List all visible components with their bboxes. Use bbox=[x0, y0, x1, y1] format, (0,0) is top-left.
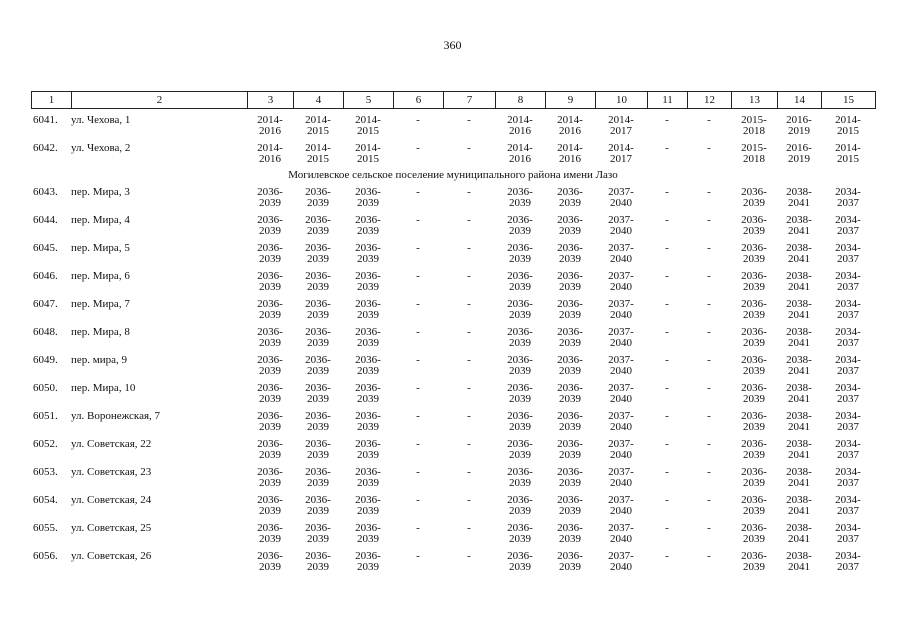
row-number: 6052. bbox=[33, 438, 58, 450]
column-header-10: 10 bbox=[596, 92, 648, 109]
cell-col-3: 2036- 2039 bbox=[257, 382, 283, 405]
table-row bbox=[31, 549, 875, 577]
table-row bbox=[31, 185, 875, 213]
table-row bbox=[31, 297, 875, 325]
cell-col-11: - bbox=[665, 142, 669, 154]
row-number: 6049. bbox=[33, 354, 58, 366]
cell-col-9: 2036- 2039 bbox=[557, 270, 583, 293]
cell-col-6: - bbox=[416, 270, 420, 282]
cell-col-3: 2036- 2039 bbox=[257, 494, 283, 517]
cell-col-4: 2036- 2039 bbox=[305, 494, 331, 517]
row-number: 6042. bbox=[33, 142, 58, 154]
table-row bbox=[31, 213, 875, 241]
cell-col-12: - bbox=[707, 466, 711, 478]
cell-col-8: 2036- 2039 bbox=[507, 270, 533, 293]
cell-col-11: - bbox=[665, 494, 669, 506]
cell-col-14: 2038- 2041 bbox=[786, 382, 812, 405]
cell-col-3: 2036- 2039 bbox=[257, 270, 283, 293]
column-header-7: 7 bbox=[444, 92, 496, 109]
cell-col-13: 2036- 2039 bbox=[741, 494, 767, 517]
row-address: ул. Советская, 25 bbox=[71, 522, 152, 534]
cell-col-15: 2034- 2037 bbox=[835, 242, 861, 265]
cell-col-9: 2036- 2039 bbox=[557, 494, 583, 517]
cell-col-8: 2036- 2039 bbox=[507, 298, 533, 321]
cell-col-7: - bbox=[467, 466, 471, 478]
cell-col-11: - bbox=[665, 270, 669, 282]
cell-col-10: 2037- 2040 bbox=[608, 438, 634, 461]
cell-col-8: 2036- 2039 bbox=[507, 242, 533, 265]
row-address: пер. Мира, 6 bbox=[71, 270, 130, 282]
cell-col-14: 2038- 2041 bbox=[786, 186, 812, 209]
table-row bbox=[31, 381, 875, 409]
cell-col-15: 2034- 2037 bbox=[835, 550, 861, 573]
cell-col-10: 2014- 2017 bbox=[608, 142, 634, 165]
row-address: ул. Воронежская, 7 bbox=[71, 410, 161, 422]
cell-col-4: 2036- 2039 bbox=[305, 186, 331, 209]
cell-col-6: - bbox=[416, 466, 420, 478]
cell-col-9: 2036- 2039 bbox=[557, 522, 583, 545]
table-row bbox=[31, 141, 875, 169]
cell-col-15: 2034- 2037 bbox=[835, 270, 861, 293]
cell-col-12: - bbox=[707, 270, 711, 282]
cell-col-11: - bbox=[665, 298, 669, 310]
cell-col-4: 2014- 2015 bbox=[305, 142, 331, 165]
row-number: 6053. bbox=[33, 466, 58, 478]
cell-col-15: 2034- 2037 bbox=[835, 298, 861, 321]
row-number: 6056. bbox=[33, 550, 58, 562]
row-number: 6045. bbox=[33, 242, 58, 254]
cell-col-12: - bbox=[707, 214, 711, 226]
cell-col-8: 2036- 2039 bbox=[507, 186, 533, 209]
cell-col-6: - bbox=[416, 522, 420, 534]
column-header-3: 3 bbox=[248, 92, 294, 109]
cell-col-14: 2038- 2041 bbox=[786, 270, 812, 293]
cell-col-15: 2034- 2037 bbox=[835, 214, 861, 237]
cell-col-3: 2036- 2039 bbox=[257, 550, 283, 573]
cell-col-15: 2034- 2037 bbox=[835, 326, 861, 349]
cell-col-11: - bbox=[665, 242, 669, 254]
column-header-13: 13 bbox=[732, 92, 778, 109]
cell-col-5: 2036- 2039 bbox=[355, 326, 381, 349]
cell-col-6: - bbox=[416, 382, 420, 394]
cell-col-9: 2036- 2039 bbox=[557, 326, 583, 349]
cell-col-5: 2036- 2039 bbox=[355, 382, 381, 405]
cell-col-10: 2037- 2040 bbox=[608, 410, 634, 433]
cell-col-13: 2036- 2039 bbox=[741, 438, 767, 461]
cell-col-6: - bbox=[416, 114, 420, 126]
table-row bbox=[31, 493, 875, 521]
cell-col-15: 2034- 2037 bbox=[835, 186, 861, 209]
cell-col-9: 2036- 2039 bbox=[557, 186, 583, 209]
cell-col-5: 2036- 2039 bbox=[355, 494, 381, 517]
cell-col-9: 2036- 2039 bbox=[557, 354, 583, 377]
cell-col-3: 2036- 2039 bbox=[257, 410, 283, 433]
row-number: 6048. bbox=[33, 326, 58, 338]
row-address: пер. Мира, 5 bbox=[71, 242, 130, 254]
row-address: ул. Чехова, 2 bbox=[71, 142, 131, 154]
cell-col-13: 2036- 2039 bbox=[741, 326, 767, 349]
cell-col-7: - bbox=[467, 382, 471, 394]
cell-col-9: 2036- 2039 bbox=[557, 438, 583, 461]
cell-col-5: 2014- 2015 bbox=[355, 114, 381, 137]
cell-col-6: - bbox=[416, 438, 420, 450]
cell-col-10: 2037- 2040 bbox=[608, 550, 634, 573]
cell-col-13: 2036- 2039 bbox=[741, 466, 767, 489]
table-row bbox=[31, 113, 875, 141]
cell-col-6: - bbox=[416, 214, 420, 226]
cell-col-8: 2036- 2039 bbox=[507, 382, 533, 405]
cell-col-11: - bbox=[665, 186, 669, 198]
cell-col-14: 2038- 2041 bbox=[786, 298, 812, 321]
cell-col-6: - bbox=[416, 142, 420, 154]
cell-col-13: 2015- 2018 bbox=[741, 114, 767, 137]
cell-col-3: 2036- 2039 bbox=[257, 522, 283, 545]
cell-col-10: 2037- 2040 bbox=[608, 382, 634, 405]
cell-col-9: 2036- 2039 bbox=[557, 214, 583, 237]
cell-col-7: - bbox=[467, 270, 471, 282]
cell-col-9: 2036- 2039 bbox=[557, 410, 583, 433]
cell-col-10: 2037- 2040 bbox=[608, 242, 634, 265]
cell-col-15: 2014- 2015 bbox=[835, 142, 861, 165]
row-number: 6047. bbox=[33, 298, 58, 310]
cell-col-14: 2016- 2019 bbox=[786, 142, 812, 165]
column-header-row bbox=[32, 92, 876, 109]
cell-col-10: 2037- 2040 bbox=[608, 354, 634, 377]
cell-col-4: 2036- 2039 bbox=[305, 354, 331, 377]
cell-col-3: 2014- 2016 bbox=[257, 142, 283, 165]
cell-col-6: - bbox=[416, 186, 420, 198]
cell-col-8: 2036- 2039 bbox=[507, 438, 533, 461]
cell-col-4: 2036- 2039 bbox=[305, 410, 331, 433]
row-address: пер. Мира, 7 bbox=[71, 298, 130, 310]
cell-col-7: - bbox=[467, 298, 471, 310]
column-header-15: 15 bbox=[822, 92, 876, 109]
cell-col-10: 2037- 2040 bbox=[608, 326, 634, 349]
cell-col-4: 2036- 2039 bbox=[305, 270, 331, 293]
row-address: ул. Советская, 26 bbox=[71, 550, 152, 562]
row-number: 6044. bbox=[33, 214, 58, 226]
column-header-8: 8 bbox=[496, 92, 546, 109]
cell-col-14: 2038- 2041 bbox=[786, 410, 812, 433]
cell-col-9: 2036- 2039 bbox=[557, 550, 583, 573]
cell-col-10: 2037- 2040 bbox=[608, 494, 634, 517]
cell-col-14: 2038- 2041 bbox=[786, 550, 812, 573]
table-row bbox=[31, 241, 875, 269]
cell-col-8: 2036- 2039 bbox=[507, 410, 533, 433]
table-row bbox=[31, 437, 875, 465]
table-row bbox=[31, 409, 875, 437]
cell-col-11: - bbox=[665, 326, 669, 338]
cell-col-8: 2036- 2039 bbox=[507, 494, 533, 517]
cell-col-9: 2036- 2039 bbox=[557, 298, 583, 321]
cell-col-11: - bbox=[665, 382, 669, 394]
cell-col-4: 2036- 2039 bbox=[305, 326, 331, 349]
cell-col-8: 2036- 2039 bbox=[507, 326, 533, 349]
cell-col-6: - bbox=[416, 354, 420, 366]
cell-col-7: - bbox=[467, 142, 471, 154]
cell-col-13: 2036- 2039 bbox=[741, 214, 767, 237]
cell-col-14: 2038- 2041 bbox=[786, 466, 812, 489]
row-address: пер. Мира, 4 bbox=[71, 214, 130, 226]
cell-col-12: - bbox=[707, 550, 711, 562]
cell-col-13: 2015- 2018 bbox=[741, 142, 767, 165]
cell-col-5: 2036- 2039 bbox=[355, 466, 381, 489]
cell-col-4: 2014- 2015 bbox=[305, 114, 331, 137]
row-address: пер. мира, 9 bbox=[71, 354, 127, 366]
column-header-12: 12 bbox=[688, 92, 732, 109]
cell-col-10: 2037- 2040 bbox=[608, 298, 634, 321]
cell-col-7: - bbox=[467, 494, 471, 506]
cell-col-7: - bbox=[467, 522, 471, 534]
table-row bbox=[31, 269, 875, 297]
cell-col-13: 2036- 2039 bbox=[741, 186, 767, 209]
cell-col-15: 2034- 2037 bbox=[835, 494, 861, 517]
cell-col-15: 2034- 2037 bbox=[835, 382, 861, 405]
cell-col-12: - bbox=[707, 382, 711, 394]
cell-col-3: 2036- 2039 bbox=[257, 354, 283, 377]
row-address: пер. Мира, 10 bbox=[71, 382, 136, 394]
table-row bbox=[31, 325, 875, 353]
row-address: ул. Советская, 23 bbox=[71, 466, 152, 478]
cell-col-6: - bbox=[416, 494, 420, 506]
cell-col-6: - bbox=[416, 298, 420, 310]
row-address: ул. Советская, 22 bbox=[71, 438, 152, 450]
cell-col-10: 2037- 2040 bbox=[608, 270, 634, 293]
cell-col-7: - bbox=[467, 242, 471, 254]
cell-col-8: 2036- 2039 bbox=[507, 214, 533, 237]
cell-col-8: 2014- 2016 bbox=[507, 114, 533, 137]
cell-col-12: - bbox=[707, 326, 711, 338]
cell-col-5: 2036- 2039 bbox=[355, 438, 381, 461]
cell-col-5: 2036- 2039 bbox=[355, 186, 381, 209]
row-address: ул. Чехова, 1 bbox=[71, 114, 131, 126]
cell-col-4: 2036- 2039 bbox=[305, 382, 331, 405]
cell-col-12: - bbox=[707, 186, 711, 198]
cell-col-7: - bbox=[467, 114, 471, 126]
cell-col-4: 2036- 2039 bbox=[305, 466, 331, 489]
cell-col-11: - bbox=[665, 214, 669, 226]
cell-col-3: 2036- 2039 bbox=[257, 242, 283, 265]
cell-col-13: 2036- 2039 bbox=[741, 242, 767, 265]
cell-col-14: 2038- 2041 bbox=[786, 354, 812, 377]
cell-col-12: - bbox=[707, 410, 711, 422]
cell-col-5: 2036- 2039 bbox=[355, 242, 381, 265]
cell-col-11: - bbox=[665, 550, 669, 562]
cell-col-14: 2038- 2041 bbox=[786, 522, 812, 545]
cell-col-9: 2014- 2016 bbox=[557, 142, 583, 165]
cell-col-11: - bbox=[665, 522, 669, 534]
cell-col-5: 2036- 2039 bbox=[355, 550, 381, 573]
cell-col-10: 2037- 2040 bbox=[608, 186, 634, 209]
cell-col-5: 2036- 2039 bbox=[355, 522, 381, 545]
cell-col-7: - bbox=[467, 438, 471, 450]
cell-col-11: - bbox=[665, 466, 669, 478]
cell-col-7: - bbox=[467, 354, 471, 366]
row-address: пер. Мира, 3 bbox=[71, 186, 130, 198]
cell-col-8: 2036- 2039 bbox=[507, 522, 533, 545]
cell-col-11: - bbox=[665, 410, 669, 422]
cell-col-13: 2036- 2039 bbox=[741, 550, 767, 573]
cell-col-10: 2037- 2040 bbox=[608, 214, 634, 237]
cell-col-7: - bbox=[467, 214, 471, 226]
row-address: пер. Мира, 8 bbox=[71, 326, 130, 338]
column-header-4: 4 bbox=[294, 92, 344, 109]
cell-col-13: 2036- 2039 bbox=[741, 522, 767, 545]
cell-col-3: 2036- 2039 bbox=[257, 466, 283, 489]
cell-col-5: 2036- 2039 bbox=[355, 410, 381, 433]
cell-col-11: - bbox=[665, 114, 669, 126]
cell-col-7: - bbox=[467, 410, 471, 422]
column-header-11: 11 bbox=[648, 92, 688, 109]
row-number: 6043. bbox=[33, 186, 58, 198]
cell-col-12: - bbox=[707, 142, 711, 154]
table-row bbox=[31, 465, 875, 493]
column-header-6: 6 bbox=[394, 92, 444, 109]
cell-col-13: 2036- 2039 bbox=[741, 382, 767, 405]
column-header-2: 2 bbox=[72, 92, 248, 109]
cell-col-12: - bbox=[707, 494, 711, 506]
cell-col-15: 2034- 2037 bbox=[835, 522, 861, 545]
cell-col-6: - bbox=[416, 550, 420, 562]
cell-col-14: 2038- 2041 bbox=[786, 326, 812, 349]
cell-col-8: 2014- 2016 bbox=[507, 142, 533, 165]
cell-col-14: 2038- 2041 bbox=[786, 242, 812, 265]
cell-col-15: 2014- 2015 bbox=[835, 114, 861, 137]
cell-col-5: 2036- 2039 bbox=[355, 270, 381, 293]
row-number: 6055. bbox=[33, 522, 58, 534]
cell-col-9: 2036- 2039 bbox=[557, 466, 583, 489]
column-header-9: 9 bbox=[546, 92, 596, 109]
cell-col-13: 2036- 2039 bbox=[741, 354, 767, 377]
cell-col-4: 2036- 2039 bbox=[305, 214, 331, 237]
cell-col-5: 2036- 2039 bbox=[355, 354, 381, 377]
cell-col-6: - bbox=[416, 326, 420, 338]
cell-col-7: - bbox=[467, 326, 471, 338]
cell-col-14: 2016- 2019 bbox=[786, 114, 812, 137]
table-body bbox=[31, 113, 875, 577]
cell-col-13: 2036- 2039 bbox=[741, 298, 767, 321]
cell-col-13: 2036- 2039 bbox=[741, 410, 767, 433]
cell-col-7: - bbox=[467, 186, 471, 198]
column-header-table bbox=[31, 91, 876, 109]
cell-col-10: 2014- 2017 bbox=[608, 114, 634, 137]
cell-col-5: 2014- 2015 bbox=[355, 142, 381, 165]
column-header-5: 5 bbox=[344, 92, 394, 109]
cell-col-15: 2034- 2037 bbox=[835, 410, 861, 433]
cell-col-8: 2036- 2039 bbox=[507, 466, 533, 489]
row-number: 6054. bbox=[33, 494, 58, 506]
cell-col-3: 2036- 2039 bbox=[257, 438, 283, 461]
column-header-14: 14 bbox=[778, 92, 822, 109]
cell-col-9: 2036- 2039 bbox=[557, 242, 583, 265]
section-title: Могилевское сельское поселение муниципального района имени Лазо bbox=[288, 169, 618, 181]
cell-col-15: 2034- 2037 bbox=[835, 466, 861, 489]
cell-col-6: - bbox=[416, 242, 420, 254]
cell-col-3: 2014- 2016 bbox=[257, 114, 283, 137]
cell-col-4: 2036- 2039 bbox=[305, 242, 331, 265]
cell-col-4: 2036- 2039 bbox=[305, 550, 331, 573]
row-number: 6051. bbox=[33, 410, 58, 422]
cell-col-9: 2014- 2016 bbox=[557, 114, 583, 137]
cell-col-5: 2036- 2039 bbox=[355, 298, 381, 321]
cell-col-12: - bbox=[707, 354, 711, 366]
cell-col-4: 2036- 2039 bbox=[305, 522, 331, 545]
cell-col-8: 2036- 2039 bbox=[507, 354, 533, 377]
cell-col-7: - bbox=[467, 550, 471, 562]
cell-col-5: 2036- 2039 bbox=[355, 214, 381, 237]
cell-col-11: - bbox=[665, 438, 669, 450]
cell-col-13: 2036- 2039 bbox=[741, 270, 767, 293]
cell-col-3: 2036- 2039 bbox=[257, 214, 283, 237]
column-header-1: 1 bbox=[32, 92, 72, 109]
cell-col-14: 2038- 2041 bbox=[786, 214, 812, 237]
cell-col-12: - bbox=[707, 298, 711, 310]
cell-col-12: - bbox=[707, 438, 711, 450]
cell-col-3: 2036- 2039 bbox=[257, 186, 283, 209]
cell-col-4: 2036- 2039 bbox=[305, 438, 331, 461]
cell-col-15: 2034- 2037 bbox=[835, 438, 861, 461]
cell-col-12: - bbox=[707, 522, 711, 534]
cell-col-8: 2036- 2039 bbox=[507, 550, 533, 573]
cell-col-9: 2036- 2039 bbox=[557, 382, 583, 405]
cell-col-6: - bbox=[416, 410, 420, 422]
cell-col-12: - bbox=[707, 242, 711, 254]
cell-col-14: 2038- 2041 bbox=[786, 438, 812, 461]
table-row bbox=[31, 521, 875, 549]
page-number: 360 bbox=[443, 38, 462, 52]
table-row bbox=[31, 353, 875, 381]
cell-col-3: 2036- 2039 bbox=[257, 298, 283, 321]
cell-col-15: 2034- 2037 bbox=[835, 354, 861, 377]
cell-col-4: 2036- 2039 bbox=[305, 298, 331, 321]
row-number: 6041. bbox=[33, 114, 58, 126]
cell-col-14: 2038- 2041 bbox=[786, 494, 812, 517]
row-number: 6046. bbox=[33, 270, 58, 282]
cell-col-12: - bbox=[707, 114, 711, 126]
cell-col-10: 2037- 2040 bbox=[608, 522, 634, 545]
cell-col-10: 2037- 2040 bbox=[608, 466, 634, 489]
row-address: ул. Советская, 24 bbox=[71, 494, 152, 506]
cell-col-11: - bbox=[665, 354, 669, 366]
cell-col-3: 2036- 2039 bbox=[257, 326, 283, 349]
row-number: 6050. bbox=[33, 382, 58, 394]
